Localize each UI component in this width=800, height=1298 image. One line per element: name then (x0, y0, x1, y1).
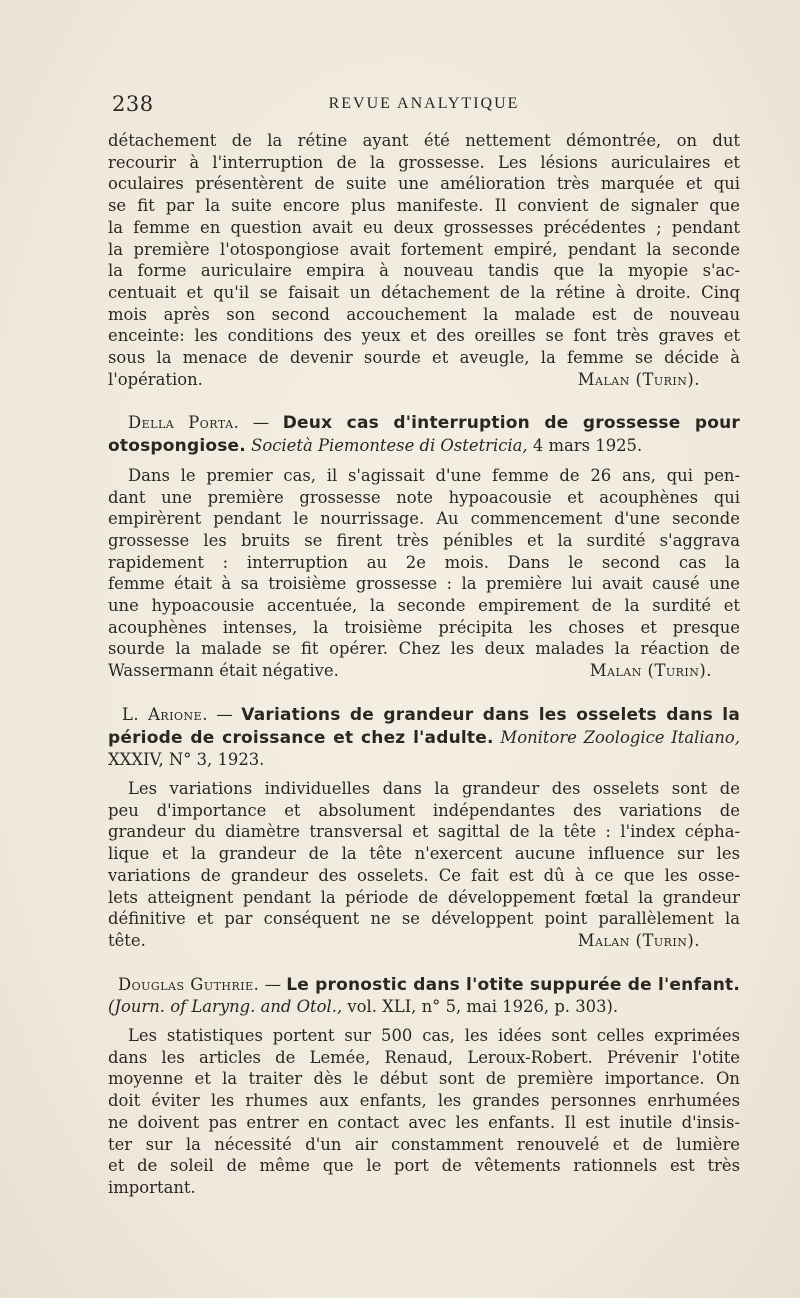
text-line: détachement de la rétine ayant été nettement démontrée, on dut (108, 131, 740, 150)
text-line: variations de grandeur des osselets. Ce fait est dû à ce que les osse- (108, 865, 740, 885)
intro-paragraph (108, 130, 740, 390)
text-line: sourde la malade se fit opérer. Chez les deux malades la réaction de (108, 639, 740, 659)
entry-title: Variations de grandeur dans les osselets dans la période de croissance et chez l'adulte. (108, 704, 741, 748)
text-line: empirèrent pendant le nourrissage. Au commencement d'une seconde (108, 509, 740, 529)
text-line: et de soleil de même que le port de vêtements rationnels est très (108, 1156, 740, 1176)
text-line: rapidement : interruption au 2e mois. Dans le second cas la (108, 552, 740, 572)
separator-dash: — (239, 413, 283, 433)
text-line: oculaires présentèrent de suite une amélioration très marquée et qui (108, 174, 740, 194)
closing-line (108, 930, 740, 952)
entry-title: Le pronostic dans l'otite suppurée de l'enfant. (286, 974, 740, 995)
text-line: recourir à l'interruption de la grossesse. Les lésions auriculaires et (108, 152, 740, 172)
entry-source: Monitore Zoologice Italiano, (500, 727, 741, 747)
entry-source-details: vol. XLI, n° 5, mai 1926, p. 303). (342, 997, 619, 1017)
entry-author: Douglas Guthrie. (118, 974, 260, 994)
text-line: femme était à sa troisième grossesse : la première lui avait causé une (108, 574, 740, 594)
text-line: se fit par la suite encore plus manifeste. Il convient de signaler que (108, 196, 740, 216)
separator-dash: — (207, 704, 242, 724)
entry-source: (Journ. of Laryng. and Otol., (108, 997, 343, 1017)
entry-heading (108, 974, 740, 1018)
text-line: ne doivent pas entrer en contact avec les enfants. Il est inutile d'insis- (108, 1112, 740, 1132)
reviewer-signature: Malan (Turin). (589, 661, 712, 681)
text-line: Wassermann était négative. (108, 661, 339, 681)
reviewer-signature: Malan (Turin). (577, 930, 700, 950)
text-line: l'opération. (108, 369, 203, 389)
text-line: doit éviter les rhumes aux enfants, les grandes personnes enrhumées (108, 1091, 740, 1111)
text-line: peu d'importance et absolument indépendantes des variations de (108, 800, 740, 820)
entry-source-details: 4 mars 1925. (527, 436, 643, 456)
reviewer-signature: Malan (Turin). (577, 369, 700, 389)
entry-author: Della Porta. (128, 413, 240, 433)
entry-body (108, 465, 740, 682)
text-line: une hypoacousie accentuée, la seconde empirement de la surdité et (108, 596, 740, 616)
separator-dash: — (259, 974, 287, 994)
text-line: enceinte: les conditions des yeux et des oreilles se font très graves et (108, 326, 740, 346)
text-line: sous la menace de devenir sourde et aveugle, la femme se décide à (108, 348, 740, 368)
entry-body (108, 1025, 740, 1199)
text-line: ter sur la nécessité d'un air constamment renouvelé et de lumière (108, 1134, 740, 1154)
closing-line (108, 660, 740, 682)
text-line: Les variations individuelles dans la grandeur des osselets sont de (128, 778, 740, 798)
entry-body (108, 778, 740, 952)
text-line: grandeur du diamètre transversal et sagittal de la tête : l'index cépha- (108, 822, 740, 842)
text-line: acouphènes intenses, la troisième précipita les choses et presque (108, 617, 740, 637)
text-line: lique et la grandeur de la tête n'exercent aucune influence sur les (108, 844, 740, 864)
text-line: dant une première grossesse note hypoacousie et acouphènes qui (108, 487, 740, 507)
running-title: REVUE ANALYTIQUE (328, 95, 520, 112)
entry-source-details: XXXIV, N° 3, 1923. (108, 750, 265, 770)
closing-line (108, 369, 740, 391)
running-header (108, 92, 740, 120)
entry-heading (108, 412, 740, 457)
article-content (108, 130, 740, 1199)
text-line: moyenne et la traiter dès le début sont de première importance. On (108, 1069, 740, 1089)
entry-author: L. Arione. (122, 704, 208, 724)
text-line: lets atteignent pendant la période de développement fœtal la grandeur (108, 887, 740, 907)
entry-source: Società Piemontese di Ostetricia, (251, 436, 528, 456)
text-line: Les statistiques portent sur 500 cas, les idées sont celles exprimées (128, 1026, 740, 1046)
entry-title: Deux cas d'interruption de grossesse pour otospongiose. (108, 413, 741, 457)
text-line: la forme auriculaire empira à nouveau tandis que la myopie s'ac- (108, 261, 740, 281)
text-line: centuait et qu'il se faisait un détachement de la rétine à droite. Cinq (108, 282, 740, 302)
text-line: mois après son second accouchement la malade est de nouveau (108, 304, 740, 324)
page-number: 238 (112, 92, 154, 116)
text-line: la première l'otospongiose avait fortement empiré, pendant la seconde (108, 239, 740, 259)
text-line: Dans le premier cas, il s'agissait d'une femme de 26 ans, qui pen- (128, 465, 740, 485)
text-line: important. (108, 1177, 196, 1197)
text-line: tête. (108, 930, 146, 950)
text-line: définitive et par conséquent ne se développent point parallèlement la (108, 909, 740, 929)
text-line: grossesse les bruits se firent très pénibles et la surdité s'aggrava (108, 530, 740, 550)
text-line: dans les articles de Lemée, Renaud, Leroux-Robert. Prévenir l'otite (108, 1047, 740, 1067)
entry-heading (108, 704, 740, 771)
text-line: la femme en question avait eu deux grossesses précédentes ; pendant (108, 217, 740, 237)
